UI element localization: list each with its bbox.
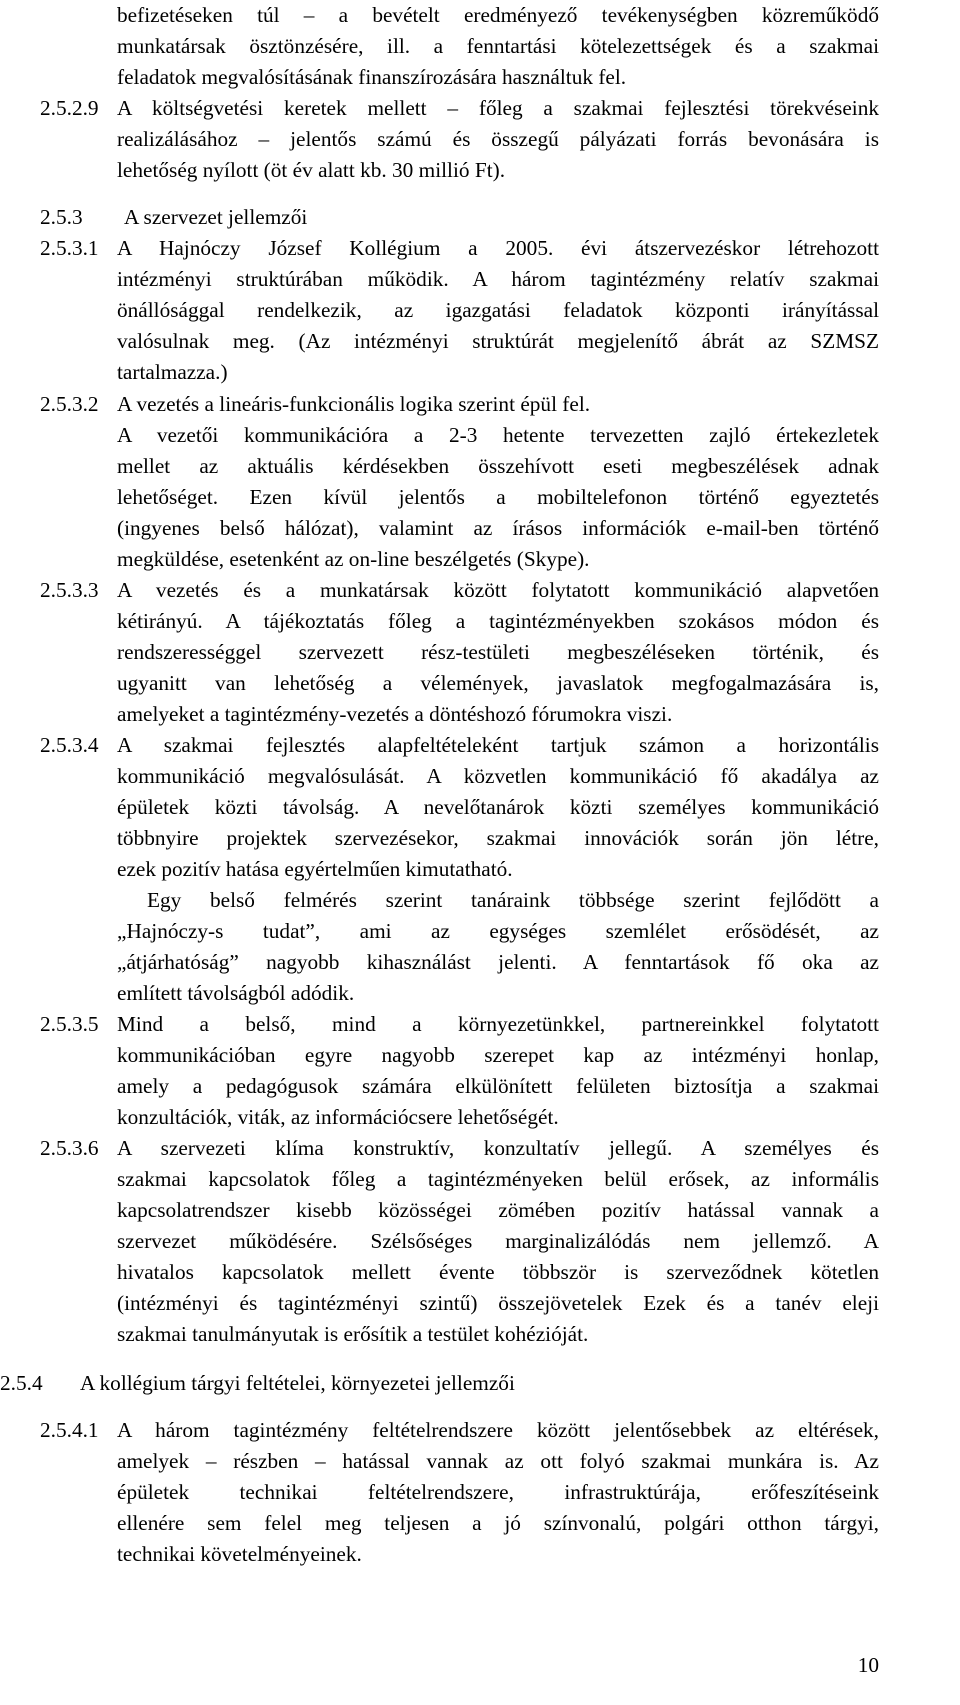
section-number: 2.5.3.2 [40, 392, 99, 416]
text-line: A Hajnóczy József Kollégium a 2005. évi átszervezéskor létrehozott [117, 236, 879, 260]
heading-number: 2.5.3 [40, 205, 83, 229]
text-line: „átjárhatóság” nagyobb kihasználást jelenti. A fenntartások fő oka az [117, 950, 879, 974]
text-line: Mind a belső, mind a környezetünkkel, partnereinkkel folytatott [117, 1012, 879, 1036]
text-line: ellenére sem felel meg teljesen a jó színvonalú, polgári otthon tárgyi, [117, 1511, 879, 1535]
text-line: szervezet működésére. Szélsőséges marginalizálódás nem jellemző. A [117, 1229, 879, 1253]
text-line: említett távolságból adódik. [117, 981, 355, 1005]
text-line: szakmai tanulmányutak is erősítik a testület kohézióját. [117, 1322, 589, 1346]
text-line: realizálásához – jelentős számú és összegű pályázati forrás bevonására is [117, 127, 879, 151]
text-line: kommunikációban egyre nagyobb szerepet kap az intézményi honlap, [117, 1043, 879, 1067]
text-line: A vezetés és a munkatársak között folytatott kommunikáció alapvetően [117, 578, 879, 602]
text-line: kapcsolatrendszer kisebb közösségei zömében pozitív hatással vannak a [117, 1198, 879, 1222]
text-line: technikai követelményeinek. [117, 1542, 362, 1566]
heading-number: 2.5.4 [0, 1371, 43, 1395]
heading-title: A kollégium tárgyi feltételei, környezetei jellemzői [80, 1371, 515, 1395]
text-line: amelyek – részben – hatással vannak az ott folyó szakmai munkára is. Az [117, 1449, 879, 1473]
text-line: épületek technikai feltételrendszere, infrastruktúrája, erőfeszítéseink [117, 1480, 879, 1504]
text-line: A szakmai fejlesztés alapfeltételeként tartjuk számon a horizontális [117, 733, 879, 757]
text-line: hivatalos kapcsolatok mellett évente többször is szerveződnek kötetlen [117, 1260, 879, 1284]
heading-title: A szervezet jellemzői [124, 205, 308, 229]
text-line: A vezetés a lineáris-funkcionális logika szerint épül fel. [117, 392, 591, 416]
text-line: lehetőséget. Ezen kívül jelentős a mobiltelefonon történő egyeztetés [117, 485, 879, 509]
text-line: megküldése, esetenként az on-line beszélgetés (Skype). [117, 547, 590, 571]
text-line: többnyire projektek szervezésekor, szakmai innovációk során jön létre, [117, 826, 879, 850]
section-number: 2.5.3.4 [40, 733, 99, 757]
text-line: kommunikáció megvalósulását. A közvetlen kommunikáció fő akadálya az [117, 764, 879, 788]
text-line: munkatársak ösztönzésére, ill. a fenntartási kötelezettségek és a szakmai [117, 34, 879, 58]
page-number: 10 [857, 1653, 879, 1677]
text-line: A költségvetési keretek mellett – főleg a szakmai fejlesztési törekvéseink [117, 96, 879, 120]
text-line: amely a pedagógusok számára elkülönített felületen biztosítja a szakmai [117, 1074, 879, 1098]
text-line: (ingyenes belső hálózat), valamint az írásos információk e-mail-ben történő [117, 516, 879, 540]
text-line: önállósággal rendelkezik, az igazgatási feladatok központi irányítással [117, 298, 879, 322]
text-line: „Hajnóczy-s tudat”, ami az egységes szemlélet erősödését, az [117, 919, 879, 943]
text-line: ugyanitt van lehetőség a vélemények, javaslatok megfogalmazására is, [117, 671, 879, 695]
text-line: amelyeket a tagintézmény-vezetés a döntéshozó fórumokra viszi. [117, 702, 673, 726]
text-line: mellet az aktuális kérdésekben összehívott eseti megbeszélések adnak [117, 454, 879, 478]
text-line: A szervezeti klíma konstruktív, konzultatív jellegű. A személyes és [117, 1136, 879, 1160]
text-line: Egy belső felmérés szerint tanáraink többsége szerint fejlődött a [147, 888, 879, 912]
section-number: 2.5.3.1 [40, 236, 99, 260]
text-line: épületek közti távolság. A nevelőtanárok közti személyes kommunikáció [117, 795, 879, 819]
text-line: intézményi struktúrában működik. A három tagintézmény relatív szakmai [117, 267, 879, 291]
text-line: ezek pozitív hatása egyértelműen kimutatható. [117, 857, 513, 881]
text-line: feladatok megvalósításának finanszírozására használtuk fel. [117, 65, 627, 89]
section-number: 2.5.3.5 [40, 1012, 99, 1036]
text-line: rendszerességgel szervezett rész-testületi megbeszéléseken történik, és [117, 640, 879, 664]
text-line: kétirányú. A tájékoztatás főleg a tagintézményekben szokásos módon és [117, 609, 879, 633]
text-line: tartalmazza.) [117, 360, 228, 384]
text-line: konzultációk, viták, az információcsere lehetőségét. [117, 1105, 559, 1129]
section-number: 2.5.3.3 [40, 578, 99, 602]
text-line: lehetőség nyílott (öt év alatt kb. 30 millió Ft). [117, 158, 506, 182]
section-number: 2.5.2.9 [40, 96, 99, 120]
text-line: (intézményi és tagintézményi szintű) összejövetelek Ezek és a tanév eleji [117, 1291, 879, 1315]
text-line: valósulnak meg. (Az intézményi struktúrát megjelenítő ábrát az SZMSZ [117, 329, 879, 353]
section-number: 2.5.3.6 [40, 1136, 99, 1160]
text-line: A három tagintézmény feltételrendszere között jelentősebbek az eltérések, [117, 1418, 879, 1442]
text-line: szakmai kapcsolatok főleg a tagintézményeken belül erősek, az informális [117, 1167, 879, 1191]
section-number: 2.5.4.1 [40, 1418, 99, 1442]
text-line: befizetéseken túl – a bevételt eredményező tevékenységben közreműködő [117, 3, 879, 27]
text-line: A vezetői kommunikációra a 2-3 hetente tervezetten zajló értekezletek [117, 423, 879, 447]
